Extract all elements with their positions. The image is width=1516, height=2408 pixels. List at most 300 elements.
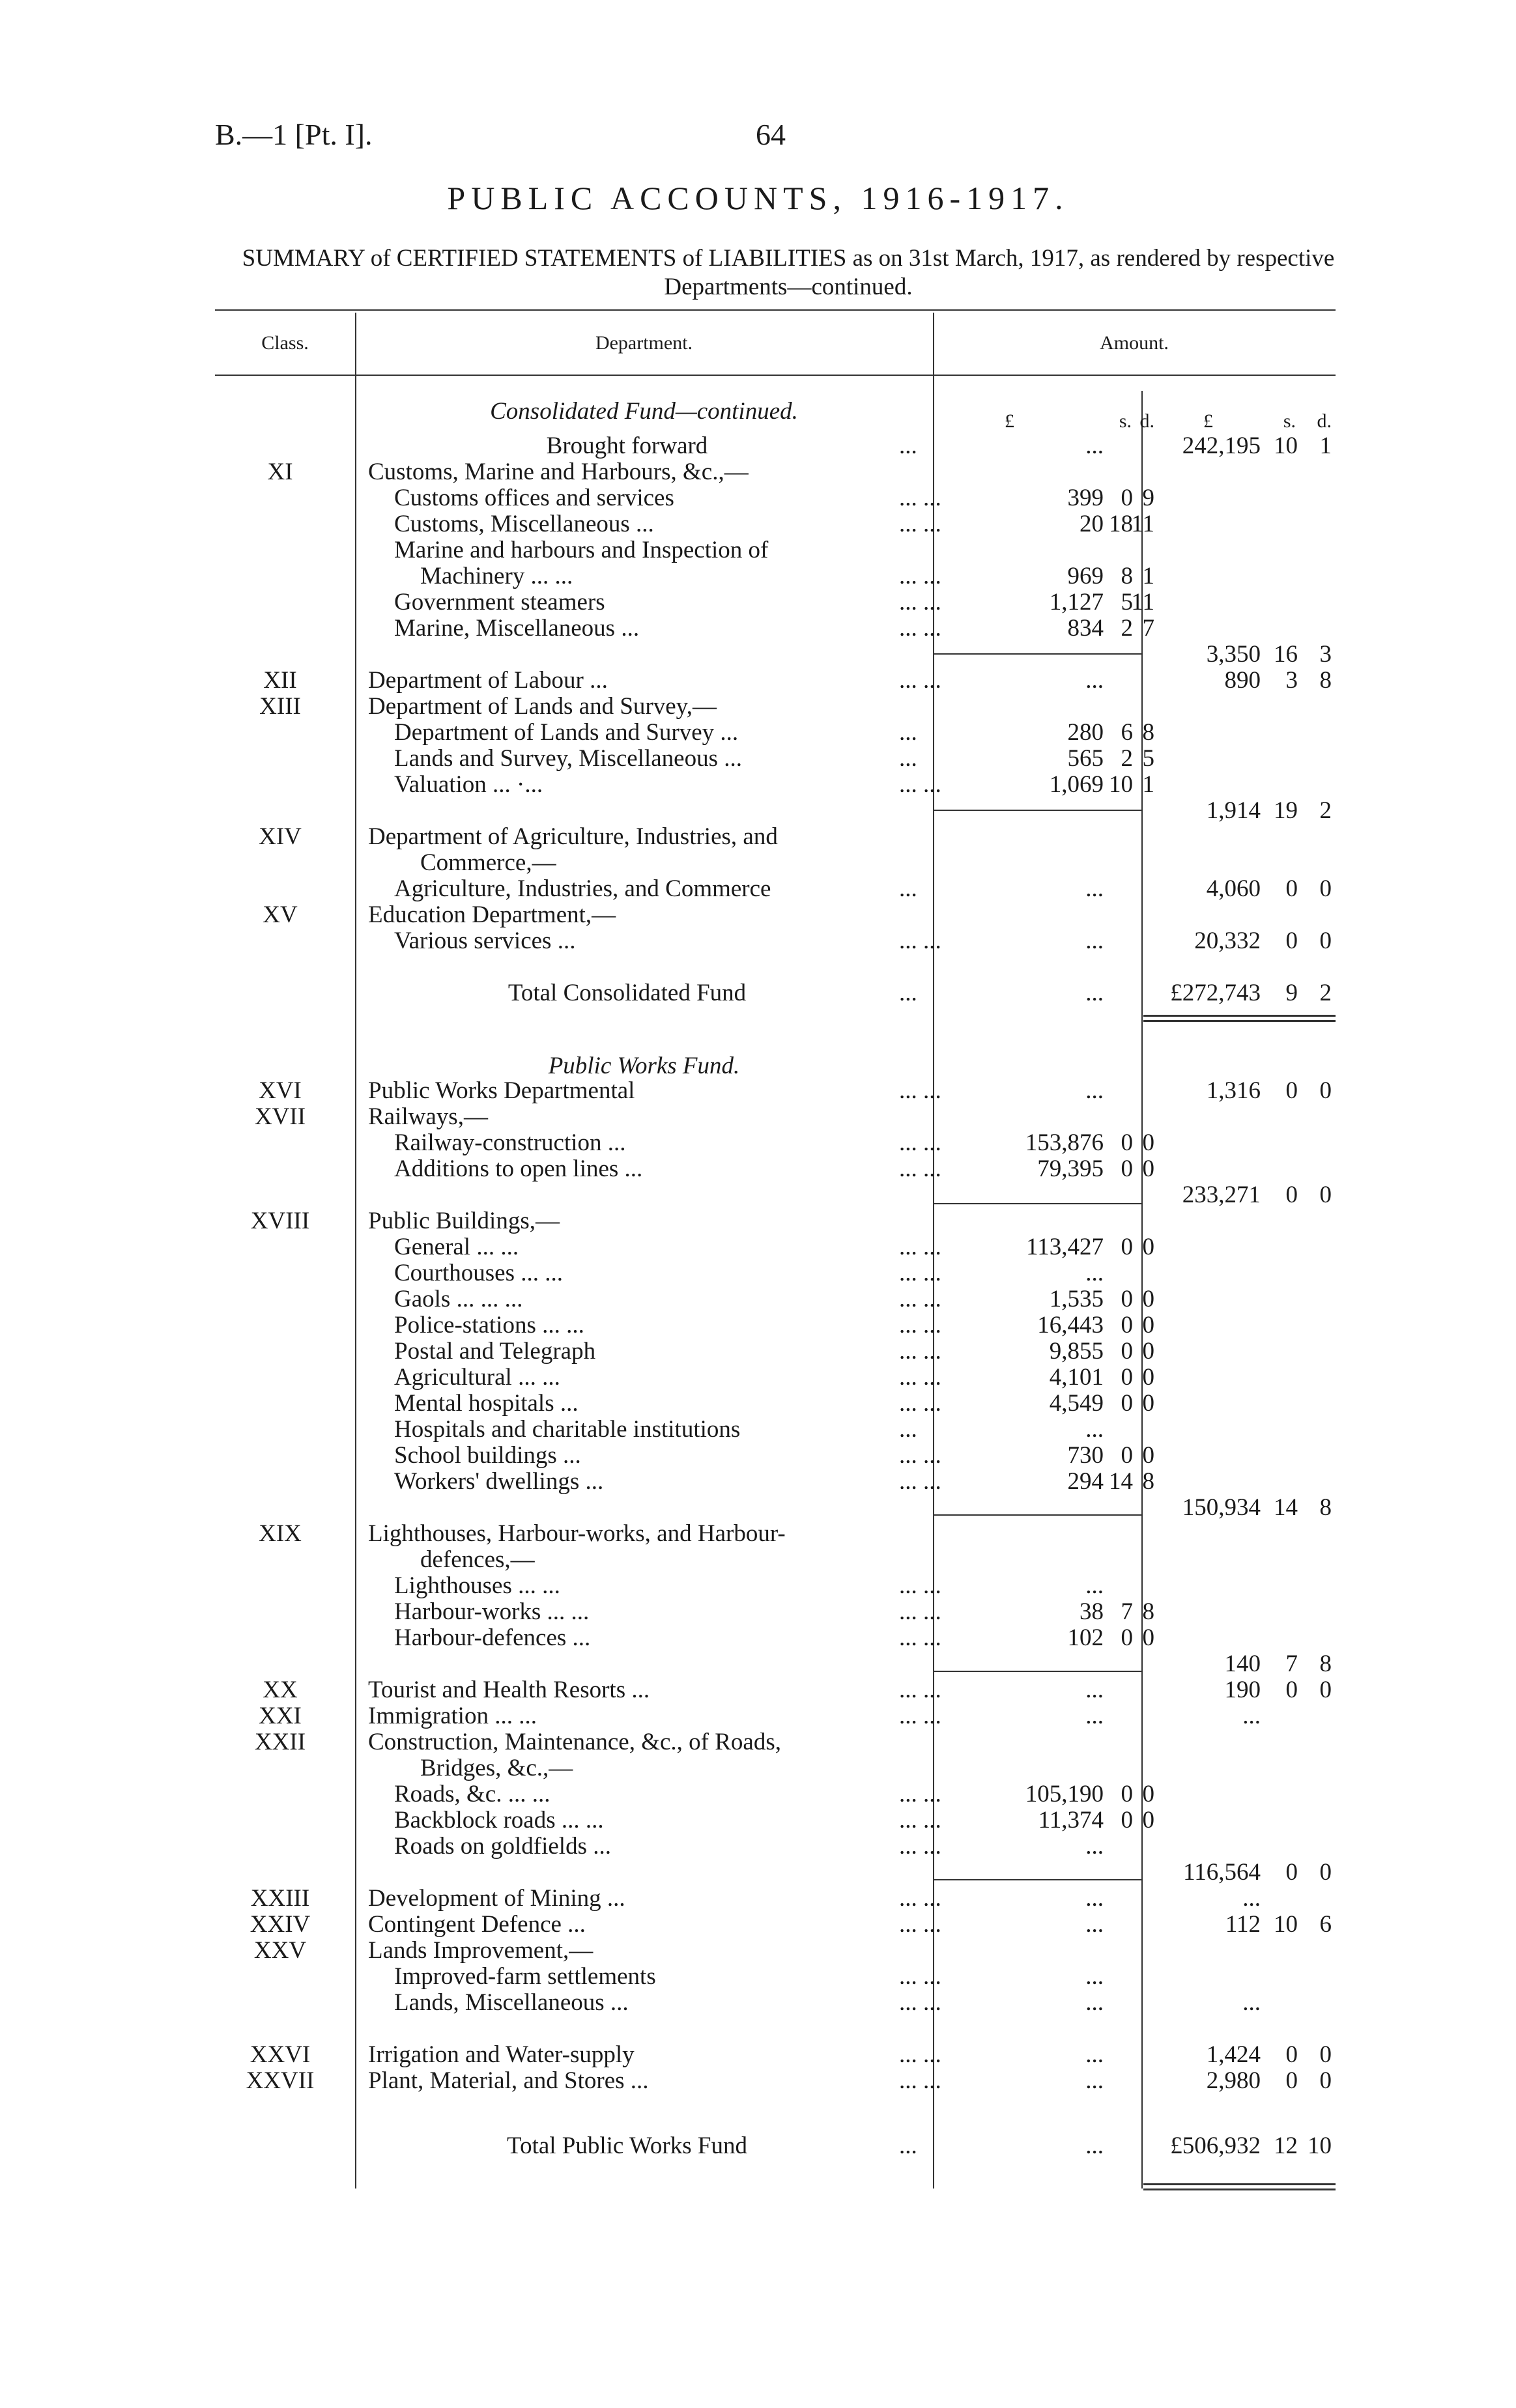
table-row (0, 1834, 1516, 1860)
row-amount-pounds: ... (1085, 2041, 1104, 2068)
row-total-pounds: 20,332 (1194, 928, 1261, 954)
row-amount-pence: 9 (1142, 485, 1154, 511)
row-department: Development of Mining ... (368, 1885, 625, 1912)
row-amount-pence: 0 (1142, 1807, 1154, 1834)
row-amount-pence: 11 (1131, 589, 1154, 616)
row-total-pence: 6 (1319, 1911, 1332, 1938)
row-department: Harbour-defences ... (394, 1624, 591, 1651)
row-class: XVI (259, 1077, 302, 1104)
row-amount-pounds: 969 (1067, 563, 1104, 589)
row-amount-pounds: 4,101 (1049, 1364, 1104, 1391)
row-class: XXIV (250, 1911, 311, 1938)
total-double-rule (1143, 2188, 1336, 2190)
table-row (0, 1286, 1516, 1312)
row-total-shillings: 0 (1285, 928, 1298, 954)
row-amount-shillings: 2 (1121, 745, 1133, 772)
row-leader-dots: ... ... (899, 1312, 941, 1339)
table-row (0, 563, 1516, 589)
row-total-pounds: £272,743 (1170, 980, 1261, 1006)
row-department: Lighthouses, Harbour-works, and Harbour- (368, 1520, 786, 1547)
row-department: Additions to open lines ... (394, 1155, 643, 1182)
table-row (0, 1469, 1516, 1495)
row-class: XXIII (250, 1885, 310, 1912)
row-leader-dots: ... (899, 719, 917, 746)
table-row (0, 1964, 1516, 1990)
row-total-pounds: ... (1242, 1885, 1261, 1912)
table-row (0, 772, 1516, 798)
row-total-pounds: 112 (1225, 1911, 1261, 1938)
row-total-pence: 8 (1319, 667, 1332, 694)
total-double-rule (1143, 1020, 1336, 1022)
shilling-header-outer: s. (1283, 410, 1296, 432)
row-amount-shillings: 0 (1121, 1364, 1133, 1391)
row-department: Railways,— (368, 1103, 488, 1130)
row-class: XXVI (250, 2041, 311, 2068)
row-amount-pounds: 730 (1067, 1442, 1104, 1469)
row-amount-pence: 0 (1142, 1129, 1154, 1156)
row-amount-shillings: 0 (1121, 1312, 1133, 1339)
row-amount-pounds: ... (1085, 2067, 1104, 2094)
table-row (0, 850, 1516, 876)
row-amount-shillings: 18 (1109, 511, 1133, 537)
row-total-shillings: 16 (1274, 641, 1298, 668)
row-class: XV (263, 901, 298, 928)
row-amount-pounds: ... (1085, 1703, 1104, 1729)
row-total-pounds: 1,424 (1206, 2041, 1261, 2068)
row-total-shillings: 0 (1285, 875, 1298, 902)
row-amount-pence: 7 (1142, 615, 1154, 642)
row-leader-dots: ... (899, 875, 917, 902)
table-row (0, 1781, 1516, 1807)
table-row (0, 2133, 1516, 2159)
table-row (0, 1912, 1516, 1938)
row-amount-shillings: 0 (1121, 1338, 1133, 1365)
row-department: Immigration ... ... (368, 1703, 537, 1729)
table-row (0, 746, 1516, 772)
row-total-pounds: ... (1242, 1989, 1261, 2016)
table-row (0, 1443, 1516, 1469)
row-department: Department of Lands and Survey ... (394, 719, 739, 746)
row-amount-pounds: 16,443 (1037, 1312, 1104, 1339)
row-total-pounds: 140 (1224, 1650, 1261, 1677)
row-total-pounds: 233,271 (1182, 1182, 1261, 1208)
row-department: Brought forward (546, 432, 708, 459)
row-amount-pounds: ... (1085, 1677, 1104, 1703)
row-amount-pounds: 565 (1067, 745, 1104, 772)
section-heading-public-works: Public Works Fund. (548, 1053, 740, 1079)
row-amount-pounds: 105,190 (1025, 1781, 1104, 1807)
row-department: Valuation ... ·... (394, 771, 543, 798)
row-amount-pounds: ... (1085, 1572, 1104, 1599)
row-total-shillings: 0 (1285, 1077, 1298, 1104)
row-leader-dots: ... ... (899, 1624, 941, 1651)
row-total-pounds: 890 (1224, 667, 1261, 694)
row-amount-pence: 5 (1142, 745, 1154, 772)
table-row (0, 980, 1516, 1006)
row-department: Roads, &c. ... ... (394, 1781, 551, 1807)
row-amount-pence: 0 (1142, 1286, 1154, 1312)
table-row (0, 1625, 1516, 1651)
row-leader-dots: ... ... (899, 771, 941, 798)
row-amount-shillings: 0 (1121, 1624, 1133, 1651)
row-amount-shillings: 0 (1121, 1129, 1133, 1156)
table-row (0, 1938, 1516, 1964)
row-amount-pounds: 11,374 (1038, 1807, 1104, 1834)
row-leader-dots: ... ... (899, 1833, 941, 1860)
row-class: XVIII (250, 1208, 310, 1234)
row-leader-dots: ... ... (899, 1807, 941, 1834)
table-row (0, 694, 1516, 720)
row-total-pence: 10 (1308, 2132, 1332, 2159)
row-department: Customs, Marine and Harbours, &c.,— (368, 459, 749, 485)
pound-header-outer: £ (1203, 410, 1213, 432)
row-total-pence: 0 (1319, 928, 1332, 954)
row-total-shillings: 9 (1285, 980, 1298, 1006)
row-leader-dots: ... ... (899, 1598, 941, 1625)
row-department: General ... ... (394, 1234, 519, 1260)
row-amount-pounds: 79,395 (1037, 1155, 1104, 1182)
row-total-pounds: 4,060 (1206, 875, 1261, 902)
page-title: PUBLIC ACCOUNTS, 1916-1917. (447, 180, 1069, 216)
row-total-pounds: 3,350 (1206, 641, 1261, 668)
table-row (0, 824, 1516, 850)
row-amount-pounds: 113,427 (1026, 1234, 1104, 1260)
document-reference: B.—1 [Pt. I]. (215, 118, 373, 151)
row-total-pounds: ... (1242, 1703, 1261, 1729)
row-department: Agricultural ... ... (394, 1364, 560, 1391)
table-row (0, 928, 1516, 954)
row-leader-dots: ... ... (899, 1677, 941, 1703)
column-header-class: Class. (261, 332, 309, 354)
row-class: XIII (259, 693, 301, 720)
row-leader-dots: ... ... (899, 1129, 941, 1156)
row-department: Education Department,— (368, 901, 616, 928)
table-row (0, 1547, 1516, 1573)
row-department: Hospitals and charitable institutions (394, 1416, 741, 1443)
table-row (0, 537, 1516, 563)
table-row (0, 1208, 1516, 1234)
row-total-pence: 8 (1319, 1494, 1332, 1521)
table-row (0, 1312, 1516, 1339)
table-row (0, 1703, 1516, 1729)
row-amount-pence: 8 (1142, 1468, 1154, 1495)
row-leader-dots: ... ... (899, 563, 941, 589)
row-leader-dots: ... ... (899, 511, 941, 537)
table-row (0, 1339, 1516, 1365)
row-amount-pence: 0 (1142, 1364, 1154, 1391)
row-amount-shillings: 6 (1121, 719, 1133, 746)
row-amount-pence: 0 (1142, 1624, 1154, 1651)
row-total-shillings: 0 (1285, 2067, 1298, 2094)
row-total-pounds: 2,980 (1206, 2067, 1261, 2094)
row-department: Department of Agriculture, Industries, and (368, 823, 778, 850)
total-double-rule (1143, 2183, 1336, 2185)
row-total-pounds: £506,932 (1170, 2132, 1261, 2159)
pence-header-outer: d. (1317, 410, 1332, 432)
row-leader-dots: ... ... (899, 1364, 941, 1391)
row-leader-dots: ... ... (899, 1234, 941, 1260)
row-amount-shillings: 0 (1121, 1807, 1133, 1834)
table-row (0, 511, 1516, 537)
row-leader-dots: ... ... (899, 1989, 941, 2016)
section-heading-consolidated: Consolidated Fund—continued. (490, 398, 798, 425)
row-total-shillings: 14 (1274, 1494, 1298, 1521)
row-amount-pounds: ... (1085, 1077, 1104, 1104)
row-leader-dots: ... ... (899, 1286, 941, 1312)
row-department: Various services ... (394, 928, 576, 954)
table-row (0, 616, 1516, 642)
row-department: Postal and Telegraph (394, 1338, 596, 1365)
row-class: XIX (259, 1520, 302, 1547)
row-department: Machinery ... ... (420, 563, 573, 589)
row-amount-pence: 8 (1142, 719, 1154, 746)
table-row (0, 1599, 1516, 1625)
column-header-department: Department. (595, 332, 693, 354)
row-total-pence: 2 (1319, 797, 1332, 824)
row-leader-dots: ... (899, 745, 917, 772)
row-total-pounds: 190 (1224, 1677, 1261, 1703)
row-total-pounds: 1,316 (1206, 1077, 1261, 1104)
row-amount-shillings: 10 (1109, 771, 1133, 798)
page-subtitle: SUMMARY of CERTIFIED STATEMENTS of LIABILITIES as on 31st March, 1917, as rendered by respective Departments—continued. (242, 245, 1335, 300)
row-leader-dots: ... ... (899, 589, 941, 616)
row-amount-shillings: 14 (1109, 1468, 1133, 1495)
table-row (0, 902, 1516, 928)
row-total-shillings: 10 (1274, 432, 1298, 459)
row-department: Lighthouses ... ... (394, 1572, 560, 1599)
row-amount-shillings: 0 (1121, 1390, 1133, 1417)
table-row (0, 1391, 1516, 1417)
row-total-shillings: 0 (1285, 1859, 1298, 1886)
row-amount-shillings: 0 (1121, 485, 1133, 511)
row-amount-shillings: 0 (1121, 1155, 1133, 1182)
row-amount-pounds: ... (1085, 1963, 1104, 1990)
row-amount-pounds: ... (1085, 1911, 1104, 1938)
table-row (0, 1156, 1516, 1182)
row-department: Bridges, &c.,— (420, 1755, 573, 1781)
row-department: Public Buildings,— (368, 1208, 560, 1234)
row-department: Customs, Miscellaneous ... (394, 511, 654, 537)
row-amount-pounds: ... (1085, 1885, 1104, 1912)
row-department: Workers' dwellings ... (394, 1468, 604, 1495)
row-total-shillings: 12 (1274, 2132, 1298, 2159)
table-row (0, 1182, 1516, 1208)
row-amount-pounds: ... (1085, 1260, 1104, 1286)
row-leader-dots: ... ... (899, 1260, 941, 1286)
row-leader-dots: ... (899, 432, 917, 459)
row-leader-dots: ... ... (899, 2041, 941, 2068)
row-department: Construction, Maintenance, &c., of Roads, (368, 1729, 782, 1755)
row-amount-pounds: ... (1085, 1416, 1104, 1443)
table-row (0, 720, 1516, 746)
row-total-pence: 3 (1319, 641, 1332, 668)
row-department: School buildings ... (394, 1442, 581, 1469)
row-amount-pence: 1 (1142, 771, 1154, 798)
row-department: Public Works Departmental (368, 1077, 635, 1104)
row-total-pence: 2 (1319, 980, 1332, 1006)
row-total-shillings: 0 (1285, 2041, 1298, 2068)
row-class: XX (263, 1677, 298, 1703)
row-department: Railway-construction ... (394, 1129, 626, 1156)
row-department: Backblock roads ... ... (394, 1807, 604, 1834)
table-row (0, 459, 1516, 485)
row-department: Roads on goldfields ... (394, 1833, 611, 1860)
table-row (0, 1755, 1516, 1781)
row-leader-dots: ... ... (899, 1468, 941, 1495)
row-amount-shillings: 2 (1121, 615, 1133, 642)
table-row (0, 642, 1516, 668)
row-leader-dots: ... ... (899, 1703, 941, 1729)
row-department: Contingent Defence ... (368, 1911, 586, 1938)
row-total-shillings: 7 (1285, 1650, 1298, 1677)
row-leader-dots: ... ... (899, 485, 941, 511)
table-row (0, 1365, 1516, 1391)
row-total-pence: 0 (1319, 2041, 1332, 2068)
row-department: Tourist and Health Resorts ... (368, 1677, 650, 1703)
row-total-pence: 0 (1319, 1677, 1332, 1703)
row-amount-pounds: 1,535 (1049, 1286, 1104, 1312)
row-amount-pounds: ... (1085, 928, 1104, 954)
row-amount-pounds: ... (1085, 2132, 1104, 2159)
row-amount-pounds: 399 (1067, 485, 1104, 511)
row-amount-pounds: ... (1085, 1833, 1104, 1860)
row-total-pounds: 1,914 (1206, 797, 1261, 824)
table-row (0, 1651, 1516, 1677)
row-amount-pounds: ... (1085, 875, 1104, 902)
row-total-pounds: 150,934 (1182, 1494, 1261, 1521)
table-row (0, 1234, 1516, 1260)
table-row (0, 433, 1516, 459)
row-leader-dots: ... ... (899, 1077, 941, 1104)
row-amount-pounds: 9,855 (1049, 1338, 1104, 1365)
row-leader-dots: ... ... (899, 1781, 941, 1807)
page-number: 64 (756, 118, 786, 151)
table-row (0, 1417, 1516, 1443)
row-class: XVII (254, 1103, 306, 1130)
row-department: Lands Improvement,— (368, 1937, 594, 1964)
total-double-rule (1143, 1015, 1336, 1017)
row-amount-shillings: 8 (1121, 563, 1133, 589)
pound-header-inner: £ (1005, 410, 1014, 432)
row-amount-shillings: 0 (1121, 1234, 1133, 1260)
row-amount-pounds: 4,549 (1049, 1390, 1104, 1417)
row-amount-pounds: 294 (1067, 1468, 1104, 1495)
row-total-pence: 1 (1319, 432, 1332, 459)
row-amount-pence: 0 (1142, 1442, 1154, 1469)
row-amount-pence: 8 (1142, 1598, 1154, 1625)
row-total-shillings: 19 (1274, 797, 1298, 824)
row-amount-pence: 0 (1142, 1781, 1154, 1807)
row-amount-shillings: 0 (1121, 1781, 1133, 1807)
row-amount-pounds: 38 (1080, 1598, 1104, 1625)
row-department: Irrigation and Water-supply (368, 2041, 635, 2068)
row-department: Total Public Works Fund (507, 2132, 747, 2159)
row-class: XIV (259, 823, 302, 850)
table-row (0, 668, 1516, 694)
row-department: Commerce,— (420, 849, 556, 876)
row-leader-dots: ... (899, 1416, 917, 1443)
row-total-pounds: 242,195 (1182, 432, 1261, 459)
table-header-rule (215, 375, 1336, 376)
table-row (0, 1807, 1516, 1834)
pence-header-inner: d. (1139, 410, 1154, 432)
row-amount-pounds: 834 (1067, 615, 1104, 642)
row-leader-dots: ... ... (899, 1442, 941, 1469)
row-leader-dots: ... (899, 980, 917, 1006)
row-amount-pounds: 280 (1067, 719, 1104, 746)
row-amount-pounds: 153,876 (1025, 1129, 1104, 1156)
row-department: Harbour-works ... ... (394, 1598, 590, 1625)
row-leader-dots: ... ... (899, 1911, 941, 1938)
row-total-pounds: 116,564 (1183, 1859, 1261, 1886)
row-amount-pounds: ... (1085, 432, 1104, 459)
row-total-pence: 8 (1319, 1650, 1332, 1677)
row-total-pence: 0 (1319, 1859, 1332, 1886)
row-department: Lands and Survey, Miscellaneous ... (394, 745, 742, 772)
row-department: Total Consolidated Fund (508, 980, 747, 1006)
table-row (0, 589, 1516, 616)
table-row (0, 1260, 1516, 1286)
row-amount-shillings: 5 (1121, 589, 1133, 616)
row-amount-pence: 0 (1142, 1338, 1154, 1365)
row-department: defences,— (420, 1546, 535, 1573)
row-leader-dots: ... ... (899, 1338, 941, 1365)
row-total-shillings: 3 (1285, 667, 1298, 694)
table-top-rule (215, 309, 1336, 311)
row-department: Lands, Miscellaneous ... (394, 1989, 629, 2016)
table-row (0, 876, 1516, 902)
row-department: Courthouses ... ... (394, 1260, 563, 1286)
row-department: Department of Labour ... (368, 667, 608, 694)
row-amount-pence: 0 (1142, 1234, 1154, 1260)
row-department: Government steamers (394, 589, 605, 616)
row-amount-shillings: 0 (1121, 1442, 1133, 1469)
row-total-pence: 0 (1319, 1077, 1332, 1104)
table-row (0, 1886, 1516, 1912)
row-class: XXII (254, 1729, 306, 1755)
row-amount-pence: 0 (1142, 1155, 1154, 1182)
row-class: XXV (253, 1937, 307, 1964)
row-department: Marine, Miscellaneous ... (394, 615, 640, 642)
table-row (0, 1495, 1516, 1521)
row-amount-shillings: 0 (1121, 1286, 1133, 1312)
row-amount-shillings: 7 (1121, 1598, 1133, 1625)
row-class: XXI (259, 1703, 302, 1729)
row-amount-pence: 11 (1131, 511, 1154, 537)
table-row (0, 1990, 1516, 2016)
table-row (0, 2068, 1516, 2094)
row-leader-dots: ... ... (899, 1572, 941, 1599)
table-row (0, 1677, 1516, 1703)
row-total-shillings: 0 (1285, 1182, 1298, 1208)
row-amount-pence: 0 (1142, 1312, 1154, 1339)
row-class: XII (263, 667, 297, 694)
row-amount-pounds: 102 (1067, 1624, 1104, 1651)
table-row (0, 1130, 1516, 1156)
shilling-header-inner: s. (1119, 410, 1132, 432)
table-row (0, 1078, 1516, 1104)
row-amount-pounds: 1,069 (1049, 771, 1104, 798)
row-amount-pounds: ... (1085, 980, 1104, 1006)
row-leader-dots: ... ... (899, 1155, 941, 1182)
row-department: Mental hospitals ... (394, 1390, 579, 1417)
row-department: Police-stations ... ... (394, 1312, 584, 1339)
row-leader-dots: ... ... (899, 1390, 941, 1417)
row-department: Plant, Material, and Stores ... (368, 2067, 649, 2094)
table-row (0, 485, 1516, 511)
row-leader-dots: ... ... (899, 1963, 941, 1990)
table-row (0, 1521, 1516, 1547)
